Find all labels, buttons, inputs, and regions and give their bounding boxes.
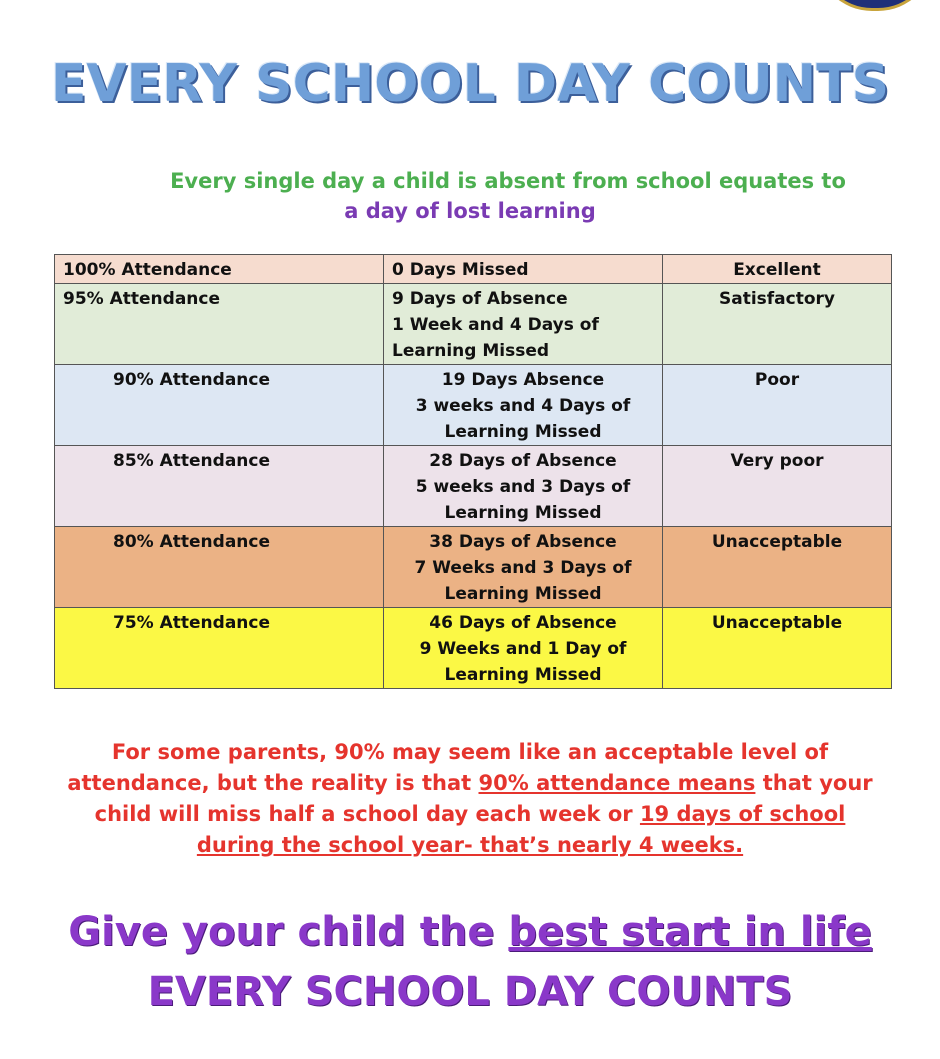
table-row [55, 608, 892, 689]
learning-missed-line: Learning Missed [444, 422, 602, 442]
rating-cell: Very poor [663, 446, 892, 527]
days-missed-line: 28 Days of Absence [429, 451, 617, 471]
attendance-cell: 80% Attendance [55, 527, 384, 608]
weeks-missed-line: 7 Weeks and 3 Days of [414, 558, 632, 578]
days-missed-cell [384, 255, 663, 284]
weeks-missed-line: 5 weeks and 3 Days of [415, 477, 631, 497]
attendance-cell: 90% Attendance [55, 365, 384, 446]
subtitle-line-2: a day of lost learning [344, 199, 596, 223]
attendance-cell: 100% Attendance [55, 255, 384, 284]
table-row [55, 255, 892, 284]
note-text-part-1: For some parents, 90% may seem like an acceptable level of attendance, but the reality is that [67, 740, 829, 795]
table-row [55, 446, 892, 527]
learning-missed-line: Learning Missed [392, 341, 550, 361]
days-missed-cell [384, 608, 663, 689]
days-missed-line: 46 Days of Absence [429, 613, 617, 633]
slogan-underlined: best start in life [508, 909, 872, 955]
slogan-line-1 [0, 902, 940, 962]
learning-missed-line: Learning Missed [444, 584, 602, 604]
days-missed-line: 0 Days Missed [392, 260, 529, 280]
days-missed-cell [384, 527, 663, 608]
days-missed-cell [384, 284, 663, 365]
weeks-missed-line: 1 Week and 4 Days of [392, 315, 599, 335]
rating-cell: Unacceptable [663, 527, 892, 608]
table-row [55, 284, 892, 365]
school-crest-logo [816, 0, 934, 11]
days-missed-line: 9 Days of Absence [392, 289, 568, 309]
learning-missed-line: Learning Missed [444, 503, 602, 523]
subtitle [0, 166, 940, 226]
rating-cell: Poor [663, 365, 892, 446]
slogan-prefix: Give your child the [68, 909, 509, 955]
days-missed-line: 38 Days of Absence [429, 532, 617, 552]
weeks-missed-line: 3 weeks and 4 Days of [415, 396, 631, 416]
attendance-cell: 95% Attendance [55, 284, 384, 365]
attendance-cell: 85% Attendance [55, 446, 384, 527]
note-text-part-2: that your child will miss half a school day each week or [94, 771, 873, 826]
page-title: EVERY SCHOOL DAY COUNTS [50, 54, 890, 114]
subtitle-line-1: Every single day a child is absent from school equates to [170, 169, 846, 193]
note-underline-2: 19 days of school during the school year- that’s nearly 4 weeks. [196, 802, 846, 857]
days-missed-cell [384, 365, 663, 446]
rating-cell: Excellent [663, 255, 892, 284]
slogan-line-2: EVERY SCHOOL DAY COUNTS [147, 969, 793, 1015]
days-missed-line: 19 Days Absence [441, 370, 605, 390]
attendance-table [54, 254, 892, 689]
learning-missed-line: Learning Missed [444, 665, 602, 685]
attendance-note [60, 737, 880, 861]
weeks-missed-line: 9 Weeks and 1 Day of [419, 639, 627, 659]
slogan [0, 902, 940, 1022]
note-underline-1: 90% attendance means [478, 771, 756, 795]
rating-cell: Unacceptable [663, 608, 892, 689]
table-row [55, 365, 892, 446]
attendance-cell: 75% Attendance [55, 608, 384, 689]
days-missed-cell [384, 446, 663, 527]
table-row [55, 527, 892, 608]
rating-cell: Satisfactory [663, 284, 892, 365]
